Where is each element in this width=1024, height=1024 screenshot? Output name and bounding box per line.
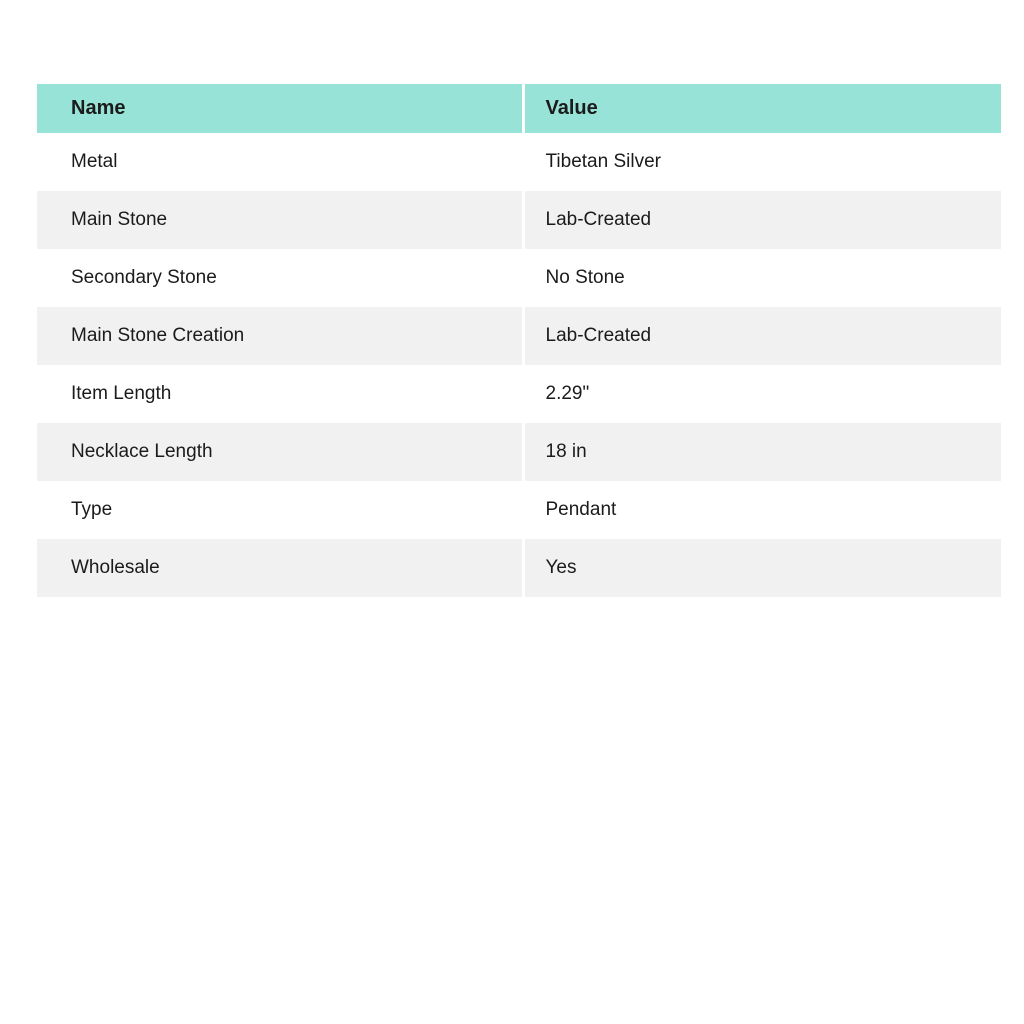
row-name: Type [37, 481, 523, 539]
row-name: Metal [37, 133, 523, 191]
row-name: Wholesale [37, 539, 523, 597]
row-name: Main Stone Creation [37, 307, 523, 365]
table-row [37, 249, 1001, 307]
row-value: No Stone [523, 249, 1001, 307]
row-name: Main Stone [37, 191, 523, 249]
table-row [37, 191, 1001, 249]
table-row [37, 539, 1001, 597]
item-specifics-table [37, 84, 1001, 597]
table-row [37, 481, 1001, 539]
table-row [37, 423, 1001, 481]
table-header-row [37, 84, 1001, 133]
table-row [37, 365, 1001, 423]
row-name: Secondary Stone [37, 249, 523, 307]
row-name: Item Length [37, 365, 523, 423]
table-row [37, 133, 1001, 191]
table-row [37, 307, 1001, 365]
row-value: Tibetan Silver [523, 133, 1001, 191]
header-value: Value [523, 84, 1001, 133]
row-value: Yes [523, 539, 1001, 597]
row-value: 18 in [523, 423, 1001, 481]
row-value: Lab-Created [523, 191, 1001, 249]
header-name: Name [37, 84, 523, 133]
row-value: 2.29" [523, 365, 1001, 423]
row-value: Lab-Created [523, 307, 1001, 365]
row-name: Necklace Length [37, 423, 523, 481]
row-value: Pendant [523, 481, 1001, 539]
